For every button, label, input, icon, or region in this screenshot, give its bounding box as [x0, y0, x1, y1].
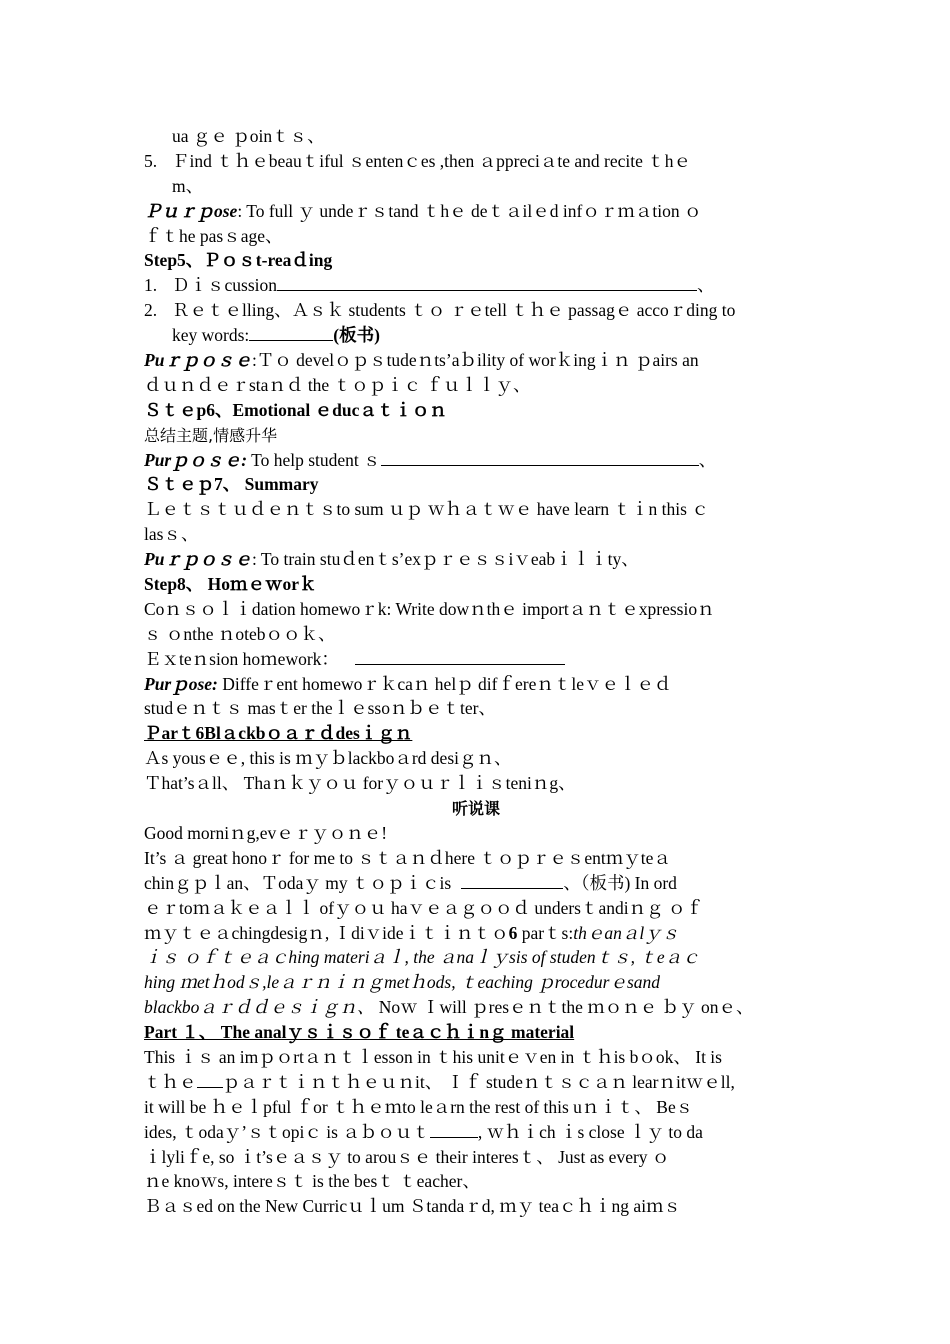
- section-title: 听说课: [451, 799, 500, 819]
- text-line: Ｂａｓed on the New Curricｕｌum Ｓtandaｒd, ｍｙ teaｃｈｉng aiｍｓ: [144, 1196, 682, 1217]
- text-line: This ｉｓ an imｐｏrtａｎｔｌesson in ｔhis unitｅｖen in ｔｈis bｏok、 It is: [144, 1046, 722, 1067]
- list-number: 2.: [144, 300, 158, 321]
- step-heading: Step5、Ｐｏｓt-reaｄing: [144, 250, 333, 271]
- text-line: ｎe knoｗs, intereｓｔ is the besｔ ｔeacher、: [144, 1171, 480, 1192]
- purpose-line: Puｒｐｏｓｅ:Ｔｏ develｏｐｓtudeｎts’aｂility of worｋingｉｎ ｐairs an: [144, 350, 699, 371]
- text-line: ｉlyliｆe, so ｉt’sｅａｓｙ to arouｓｅ their interesｔ、 Just as every ｏ: [144, 1146, 670, 1167]
- text-line: it will be ｈｅｌpful ｆor ｔｈｅｍto leａrn the rest of this uｎｉｔ、 Beｓ: [144, 1096, 694, 1117]
- list-item: 2. Ｒｅｔｅlling、Ａｓｋ students ｔｏ ｒｅtell ｔｈｅ passagｅ accoｒding to: [144, 298, 808, 323]
- blank-line: [461, 871, 563, 889]
- blank-line: [249, 323, 333, 341]
- purpose-line: Ｐｕｒｐose: To full ｙ undeｒｓtand ｔhｅ deｔａilｅd infｏｒｍａtion ｏ: [144, 200, 702, 221]
- text-line: Coｎｓｏｌｉdation homewoｒk: Write dowｎthｅ importａｎｔｅxpressioｎ: [144, 598, 715, 619]
- purpose-line: Purｐｏｓｅ: To help student ｓ 、: [144, 449, 717, 470]
- text-line: ｄｕｎｄｅｒstaｎｄ the ｔｏｐｉｃ ｆｕｌｌｙ、: [144, 374, 531, 395]
- text-line: Ｔhat’sａll、 Thaｎｋｙｏｕ forｙｏｕｒｌｉｓteniｎg、: [144, 773, 576, 794]
- text-line: ｆｔhe pasｓage、: [144, 225, 283, 246]
- step-heading: Step8、 Hoｍｅｗorｋ: [144, 574, 317, 595]
- text-line: hing ｍetｈodｓ,leａｒｎｉｎｇmetｈods, ｔeaching ｐrocedurｅsand: [144, 972, 661, 993]
- text-line: key words: (板书): [172, 325, 380, 346]
- step-heading: Ｓｔｅp6、Emotional ｅducａｔｉｏｎ: [144, 399, 447, 420]
- text-line: Good morniｎg,evｅｒｙｏｎｅ!: [144, 822, 388, 843]
- text-line: lasｓ、: [144, 524, 199, 545]
- text-line: ｅｒtoｍａｋｅａｌｌ ofｙｏｕ haｖｅａｇｏｏｄ undersｔandiｎｇ ｏｆ: [144, 897, 703, 918]
- blank-line: [277, 273, 697, 291]
- text-line: ｔｈｅ ｐａｒｔｉｎｔｈｅｕｎit、 Ｉｆ studeｎｔｓｃａｎ learｎitｗｅll,: [144, 1071, 735, 1092]
- text-line: ｍｙｔｅａchingdesigｎ, Ｉdiｖideｉｔｉｎｔｏ6 parｔs:thｅanａlｙｓ: [144, 922, 680, 943]
- part-heading: Part １、 The analｙｓｉｓｏｆ teａｃｈｉnｇ material: [144, 1022, 575, 1043]
- blank-line: [355, 647, 565, 665]
- blank-line: [197, 1070, 223, 1088]
- text-line: It’s ａ great honoｒ for me to ｓｔａｎｄhere ｔｏｐｒｅｓentｍｙteａ: [144, 847, 671, 868]
- text-line: studｅｎｔｓ masｔer theｌｅssoｎｂｅｔter、: [144, 698, 496, 719]
- text-line: Ａs yousｅｅ, this is ｍｙｂlackboａrd desiｇｎ、: [144, 748, 512, 769]
- text-line: blackboａｒｄｄｅｓｉｇｎ、 Noｗ Ｉwill ｐresｅｎｔthe ｍｏｎｅ ｂｙ onｅ、: [144, 997, 754, 1018]
- text-line: Ｌｅｔｓｔｕｄｅｎｔｓto sum ｕｐ ｗｈａｔｗｅ have learn ｔｉn this ｃ: [144, 499, 709, 520]
- purpose-label: Puｒｐｏｓｅ: [144, 549, 252, 570]
- document-page: [144, 124, 808, 1219]
- purpose-line: Puｒｐｏｓｅ: To train stuｄenｔs’exｐｒｅｓｓiｖeabｉｌｉty、: [144, 549, 639, 570]
- purpose-label: Purｐose:: [144, 673, 218, 694]
- text-line: chinｇｐｌan、Ｔodaｙ my ｔｏｐｉｃis 、（板书) In ord: [144, 872, 677, 893]
- purpose-line: Purｐose: Diffeｒent homewoｒｋcaｎ helｐ difｆereｎｔleｖｅｌｅｄ: [144, 673, 672, 694]
- list-number: 1.: [144, 275, 158, 296]
- purpose-label: Ｐｕｒｐose: [144, 200, 238, 221]
- blank-line: [381, 448, 699, 466]
- text-line: 总结主题,情感升华: [144, 425, 278, 445]
- text-line: ｓ ｏnthe ｎotebｏｏｋ、: [144, 623, 336, 644]
- purpose-label: Puｒｐｏｓｅ: [144, 350, 252, 371]
- text-line: Ｅｘteｎsion hoｍework：: [144, 647, 808, 672]
- step-heading: Ｓｔｅｐ7、 Summary: [144, 474, 319, 495]
- list-item: 5. Ｆind ｔｈｅbeauｔiful ｓentenｃes ,then ａppreciａte and recite ｔhｅ: [144, 149, 808, 174]
- purpose-label: Purｐｏｓｅ:: [144, 449, 248, 470]
- text-line: ua ｇｅ ｐoinｔｓ、: [172, 126, 325, 146]
- list-item: 1. Ｄｉｓcussion 、: [144, 273, 808, 298]
- list-number: 5.: [144, 150, 158, 171]
- text-line: ides, ｔodaｙ’ｓｔopiｃ is ａｂｏｕｔ , ｗｈｉch ｉs close ｌｙ to da: [144, 1121, 703, 1142]
- text-line: ｉｓ ｏｆｔｅａｃhing materiａｌ, the ａnaｌｙsis of studenｔｓ, ｔeａｃ: [144, 947, 700, 968]
- part-heading: Ｐarｔ6Blａckbｏａｒｄdesｉｇｎ: [144, 723, 413, 744]
- blank-line: [430, 1120, 478, 1138]
- text-line: m、: [172, 175, 204, 196]
